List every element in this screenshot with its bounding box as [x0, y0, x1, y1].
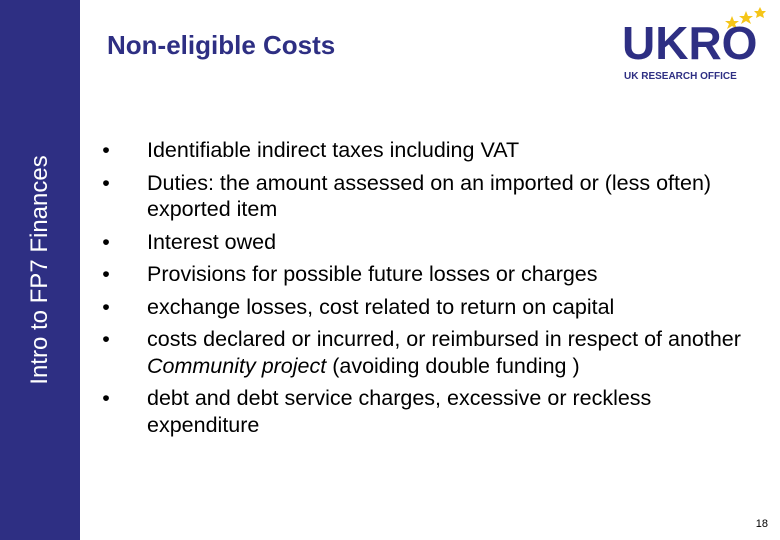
bullet-icon: •	[102, 262, 110, 286]
list-item	[100, 137, 760, 164]
bullet-icon: •	[102, 386, 110, 410]
bullet-list	[100, 137, 760, 444]
list-item	[100, 170, 760, 223]
logo-subtitle: UK RESEARCH OFFICE	[624, 71, 737, 82]
sidebar-band	[0, 0, 80, 540]
list-item	[100, 326, 760, 379]
list-item-text: exchange losses, cost related to return on capital	[147, 294, 615, 319]
list-item-text-post: (avoiding double funding )	[326, 353, 580, 378]
list-item-emphasis: Community project	[147, 353, 327, 378]
list-item	[100, 229, 760, 256]
page-number: 18	[755, 518, 768, 530]
list-item-text: Interest owed	[147, 229, 277, 254]
bullet-icon: •	[102, 229, 110, 254]
bullet-icon: •	[102, 327, 110, 351]
list-item-text-pre: costs declared or incurred, or reimbursed in respect of another	[147, 327, 741, 351]
list-item-text: debt and debt service charges, excessive or reckless expenditure	[147, 386, 652, 437]
bullet-icon: •	[102, 138, 110, 162]
list-item-text: Duties: the amount assessed on an imported or (less often) exported item	[147, 170, 712, 221]
list-item	[100, 261, 760, 288]
list-item	[100, 385, 760, 438]
bullet-icon: •	[102, 294, 110, 319]
list-item	[100, 294, 760, 321]
logo-wordmark: UKRO	[622, 17, 758, 69]
slide-title: Non-eligible Costs	[107, 30, 336, 60]
ukro-logo	[622, 4, 772, 86]
sidebar-title: Intro to FP7 Finances	[26, 155, 53, 385]
list-item-text: Identifiable indirect taxes including VAT	[147, 138, 520, 162]
bullet-icon: •	[102, 170, 110, 195]
list-item-text: Provisions for possible future losses or charges	[147, 262, 598, 286]
